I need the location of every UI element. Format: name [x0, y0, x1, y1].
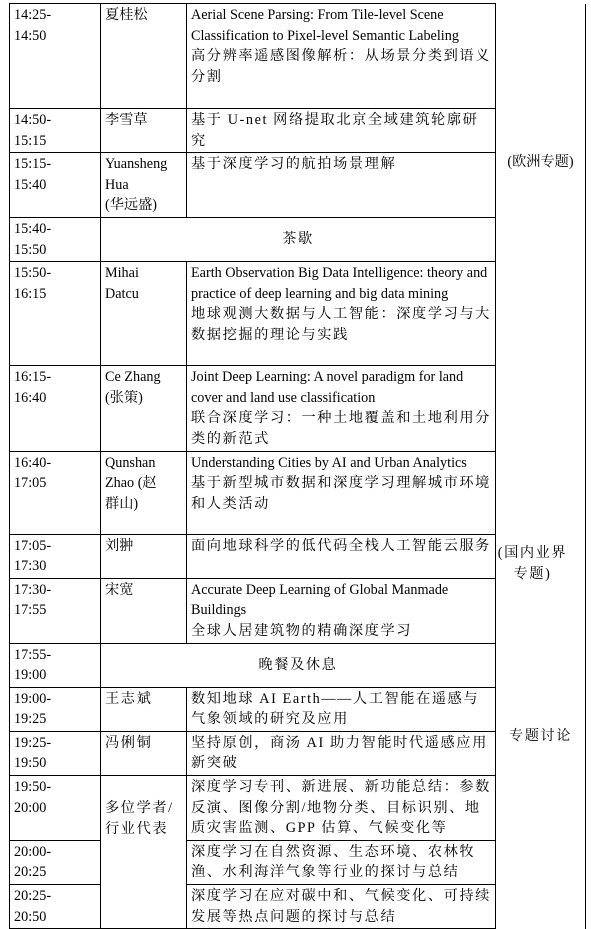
speaker-cell: Ce Zhang (张策): [101, 366, 187, 451]
topic-cell: [187, 153, 496, 218]
time-cell: 16:15- 16:40: [10, 366, 101, 451]
speaker-cell: 冯俐铜: [101, 731, 187, 775]
time-cell: 15:50- 16:15: [10, 262, 101, 366]
topic-chinese: 深度学习在应对碳中和、气候变化、可持续发展等热点问题的探讨与总结: [191, 888, 491, 925]
topic-cell: [187, 840, 496, 884]
topic-english: Earth Observation Big Data Intelligence: theory and practice of deep learning and big data mining: [191, 265, 488, 302]
topic-chinese: 基于 U-net 网络提取北京全域建筑轮廓研究: [191, 112, 479, 149]
topic-chinese: 深度学习在自然资源、生态环境、农林牧渔、水利海洋气象等行业的探讨与总结: [191, 843, 476, 881]
time-cell: 20:25- 20:50: [10, 885, 101, 929]
topic-chinese: 全球人居建筑物的精确深度学习: [191, 622, 413, 639]
session-note-discussion: [496, 643, 586, 929]
topic-cell: [187, 451, 496, 534]
time-cell: 19:25- 19:50: [10, 731, 101, 775]
break-cell: 晚餐及休息: [101, 643, 496, 687]
topic-chinese: 高分辨率遥感图像解析：从场景分类到语义分割: [191, 48, 491, 85]
topic-cell: [187, 262, 496, 366]
topic-cell: [187, 366, 496, 451]
topic-chinese: 基于深度学习的航拍场景理解: [191, 156, 397, 173]
time-cell: 17:30- 17:55: [10, 578, 101, 643]
topic-english: Accurate Deep Learning of Global Manmade Buildings: [191, 581, 449, 619]
topic-english: Aerial Scene Parsing: From Tile-level Scene Classification to Pixel-level Semantic Labeling: [191, 7, 459, 44]
time-cell: 16:40- 17:05: [10, 451, 101, 534]
speaker-cell: Qunshan Zhao (赵 群山): [101, 451, 187, 534]
topic-chinese: 面向地球科学的低代码全栈人工智能云服务: [191, 537, 491, 554]
schedule-table: [9, 3, 586, 929]
topic-cell: [187, 776, 496, 841]
topic-chinese: 深度学习专刊、新进展、新功能总结：参数反演、图像分割/地物分类、目标识别、地质灾害监测、GPP 估算、气候变化等: [191, 779, 491, 837]
speaker-cell: 李雪草: [101, 109, 187, 153]
table-row: [10, 4, 586, 109]
topic-cell: [187, 578, 496, 643]
time-cell: 19:50- 20:00: [10, 776, 101, 841]
session-label-europe: (欧洲专题): [507, 153, 574, 170]
session-label-discussion: 专题讨论: [508, 728, 573, 744]
time-cell: 15:15- 15:40: [10, 153, 101, 218]
time-cell: 14:50- 15:15: [10, 109, 101, 153]
time-cell: 14:25- 14:50: [10, 4, 101, 109]
topic-cell: [187, 885, 496, 929]
topic-cell: [187, 687, 496, 731]
speaker-cell: 夏桂松: [101, 4, 187, 109]
time-cell: 17:55- 19:00: [10, 643, 101, 687]
topic-english: Understanding Cities by AI and Urban Analytics: [191, 454, 467, 471]
speaker-cell: 多位学者/ 行业代表: [101, 776, 187, 929]
topic-chinese: 数知地球 AI Earth——人工智能在遥感与气象领域的研究及应用: [191, 690, 480, 728]
speaker-cell: 宋宽: [101, 578, 187, 643]
speaker-cell: Mihai Datcu: [101, 262, 187, 366]
time-cell: 20:00- 20:25: [10, 840, 101, 884]
speaker-cell: 王志斌: [101, 687, 187, 731]
speaker-cell: 刘翀: [101, 534, 187, 578]
time-cell: 17:05- 17:30: [10, 534, 101, 578]
topic-cell: [187, 109, 496, 153]
topic-english: Joint Deep Learning: A novel paradigm for land cover and land use classification: [191, 369, 464, 406]
session-note-industry: [489, 522, 576, 585]
topic-chinese: 基于新型城市数据和深度学习理解城市环境和人类活动: [191, 475, 491, 512]
topic-chinese: 地球观测大数据与人工智能：深度学习与大数据挖掘的理论与实践: [191, 306, 491, 343]
time-cell: 15:40- 15:50: [10, 217, 101, 261]
break-cell: 茶歇: [101, 217, 496, 261]
topic-cell: [187, 4, 496, 109]
time-cell: 19:00- 19:25: [10, 687, 101, 731]
table-row: [10, 643, 586, 687]
speaker-cell: Yuansheng Hua (华远盛): [101, 153, 187, 218]
topic-cell: [187, 731, 496, 775]
topic-cell: [187, 534, 496, 578]
topic-chinese: 联合深度学习：一种土地覆盖和土地利用分类的新范式: [191, 410, 491, 447]
session-label-industry: (国内业界 专题): [497, 545, 568, 582]
topic-chinese: 坚持原创，商汤 AI 助力智能时代遥感应用新突破: [191, 734, 488, 772]
